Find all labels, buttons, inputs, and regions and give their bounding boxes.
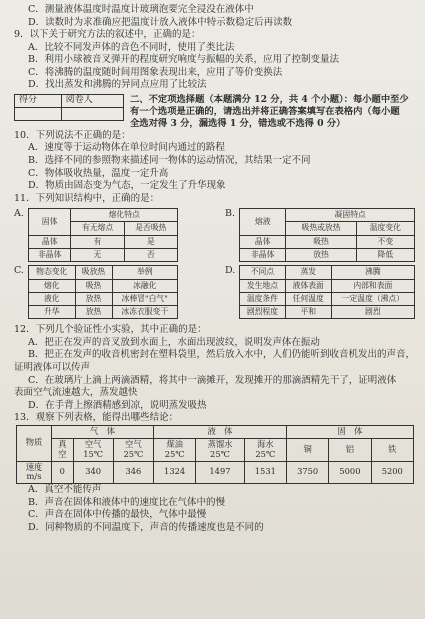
table-cell: 熔液 <box>240 209 286 236</box>
table-group-header: 液 体 <box>153 425 286 438</box>
q9-stem: 9．以下关于研究方法的叙述中，正确的是： <box>14 29 201 41</box>
q12-option-c: C．在玻璃片上滴上两滴酒精，将其中一滴摊开，发现摊开的那滴酒精先干了，证明液体 <box>28 374 397 386</box>
table-cell: 铝 <box>329 438 371 461</box>
q11-option-d <box>225 265 415 319</box>
q12-stem: 12．下列几个验证性小实验，其中正确的是： <box>14 324 207 336</box>
table-cell: 吸热 <box>286 235 356 248</box>
score-cell[interactable] <box>15 107 62 120</box>
table-cell: 晶体 <box>240 235 286 248</box>
table-cell: 速度 m/s <box>17 461 52 484</box>
q9-option-a: A．比较不同发声体的音色不同时，使用了类比法 <box>28 41 235 53</box>
q9-option-c: C．将沸腾的温度随时间用图象表现出来，应用了等价变换法 <box>28 66 283 78</box>
table-cell: 发生地点 <box>240 279 286 292</box>
table-cell: 吸热 <box>75 279 112 292</box>
table-cell: 1497 <box>196 461 244 484</box>
table-cell: 是否吸热 <box>124 222 177 235</box>
q12-option-b-cont: 证明液体可以传声 <box>14 361 91 373</box>
q12-option-a: A．把正在发声的音叉放到水面上，水面出现波纹，说明发声体在振动 <box>28 336 320 348</box>
q10-stem: 10．下列说法不正确的是： <box>14 129 131 141</box>
table-cell: 放热 <box>75 292 112 305</box>
table-group-header: 固 体 <box>286 425 413 438</box>
table-cell: 熔化 <box>29 279 76 292</box>
q12-option-d: D．在手背上擦酒精感到凉，说明蒸发吸热 <box>28 399 207 411</box>
q11-table-c <box>28 265 178 319</box>
q11-option-a <box>14 208 178 262</box>
table-group-header: 气 体 <box>51 425 153 438</box>
table-cell: 温度条件 <box>240 292 286 305</box>
table-cell: 非晶体 <box>29 248 71 261</box>
table-cell: 煤油 25℃ <box>153 438 195 461</box>
q10-option-c: C．物体吸收热量，温度一定升高 <box>28 167 169 179</box>
table-cell: 铜 <box>286 438 328 461</box>
q11-letter-b: B. <box>225 208 236 220</box>
q13-option-a: A．真空不能传声 <box>28 484 102 496</box>
q13-option-c: C．声音在固体中传播的最快，气体中最慢 <box>28 509 207 521</box>
table-cell: 任何温度 <box>285 292 331 305</box>
section2-line2: 有一个选项是正确的，请选出并将正确答案填写在表格内（每小题 <box>130 105 400 117</box>
q11-option-c <box>14 265 178 319</box>
table-cell: 340 <box>73 461 113 484</box>
table-cell: 空气 25℃ <box>113 438 153 461</box>
table-cell: 冰冻衣服变干 <box>112 306 178 319</box>
table-cell: 放热 <box>286 248 356 261</box>
table-cell: 凝固特点 <box>286 209 415 222</box>
q13-option-d: D．同种物质的不同温度下，声音的传播速度也是不同的 <box>28 522 264 533</box>
table-cell: 固体 <box>29 209 71 236</box>
table-cell: 剧烈程度 <box>240 306 286 319</box>
section2-line3: 全选对得 3 分，漏选得 1 分，错选或不选得 0 分） <box>130 117 346 129</box>
section2-title <box>130 94 409 130</box>
table-cell: 液体表面 <box>285 279 331 292</box>
table-cell: 3750 <box>286 461 328 484</box>
score-label: 得分 <box>15 94 62 107</box>
q10-option-a: A．速度等于运动物体在单位时间内通过的路程 <box>28 142 225 154</box>
table-cell: 5000 <box>329 461 371 484</box>
table-cell: 冰融化 <box>112 279 178 292</box>
q8-option-c: C．测量液体温度时温度计玻璃泡要完全浸没在液体中 <box>28 4 254 15</box>
table-cell: 是 <box>124 235 177 248</box>
table-cell: 放热 <box>75 306 112 319</box>
table-cell: 1324 <box>153 461 195 484</box>
q8-option-d: D．读数时为求准确应把温度计放入液体中特示数稳定后再读数 <box>28 16 293 28</box>
table-cell: 真 空 <box>51 438 73 461</box>
table-cell: 5200 <box>371 461 413 484</box>
table-cell: 熔化特点 <box>71 209 178 222</box>
q11-stem: 11．下列知识结构中，正确的是： <box>14 192 160 204</box>
table-cell: 一定温度（沸点） <box>331 292 414 305</box>
table-cell: 剧烈 <box>331 306 414 319</box>
q11-letter-c: C. <box>14 265 24 277</box>
q11-option-b <box>225 208 415 262</box>
q10-option-d: D．物质由固态变为气态，一定发生了升华现象 <box>28 180 226 192</box>
table-cell: 346 <box>113 461 153 484</box>
table-cell: 物态变化 <box>29 266 76 279</box>
grader-label: 阅卷人 <box>61 94 123 107</box>
q11-table-b <box>239 208 415 262</box>
table-cell: 有 <box>71 235 124 248</box>
q11-table-a <box>28 208 178 262</box>
table-cell: 蒸发 <box>285 266 331 279</box>
table-cell: 无 <box>71 248 124 261</box>
table-cell: 非晶体 <box>240 248 286 261</box>
q12-option-c-cont: 表面空气流速越大，蒸发越快 <box>14 387 138 399</box>
table-cell: 内部和表面 <box>331 279 414 292</box>
table-cell: 不变 <box>356 235 414 248</box>
table-cell: 海水 25℃ <box>244 438 286 461</box>
q12-option-b: B．把正在发声的收音机密封在塑料袋里，然后放入水中，人们仍能听到收音机发出的声音， <box>28 349 415 361</box>
q11-table-d <box>239 265 415 319</box>
q10-option-b: B．选择不同的参照物来描述同一物体的运动情况，其结果一定不同 <box>28 155 311 167</box>
table-cell: 铁 <box>371 438 413 461</box>
table-cell: 沸腾 <box>331 266 414 279</box>
table-cell: 吸放热 <box>75 266 112 279</box>
table-cell: 降低 <box>356 248 414 261</box>
grader-cell[interactable] <box>61 107 123 120</box>
table-cell: 有无熔点 <box>71 222 124 235</box>
table-cell: 举例 <box>112 266 178 279</box>
table-cell: 平和 <box>285 306 331 319</box>
section2-header <box>14 94 415 130</box>
section2-line1: 二、不定项选择题（本题满分 12 分，共 4 个小题）：每小题中至少 <box>130 93 409 105</box>
table-cell: 蒸馏水 25℃ <box>196 438 244 461</box>
q9-option-d: D．找出蒸发和沸腾的异同点应用了比较法 <box>28 79 207 91</box>
table-cell: 物质 <box>17 425 52 461</box>
table-cell: 液化 <box>29 292 76 305</box>
q13-stem: 13．观察下列表格，能得出哪些结论： <box>14 412 179 424</box>
q9-option-b: B．利用小球被音叉弹开的程度研究响度与振幅的关系，应用了控制变量法 <box>28 54 339 66</box>
table-cell: 不同点 <box>240 266 286 279</box>
table-cell: 晶体 <box>29 235 71 248</box>
q11-tables-row2 <box>14 265 415 319</box>
q13-option-b: B．声音在固体和液体中的速度比在气体中的慢 <box>28 496 225 508</box>
table-cell: 0 <box>51 461 73 484</box>
table-cell: 1531 <box>244 461 286 484</box>
q11-tables-row1 <box>14 208 415 262</box>
score-box <box>14 94 124 121</box>
q13-speed-table <box>16 425 414 485</box>
table-cell: 升华 <box>29 306 76 319</box>
table-cell: 吸热或放热 <box>286 222 356 235</box>
table-cell: 否 <box>124 248 177 261</box>
q11-letter-d: D. <box>225 265 236 277</box>
table-cell: 温度变化 <box>356 222 414 235</box>
table-cell: 冰棒冒"白气" <box>112 292 178 305</box>
q11-letter-a: A. <box>14 208 24 220</box>
table-cell: 空气 15℃ <box>73 438 113 461</box>
